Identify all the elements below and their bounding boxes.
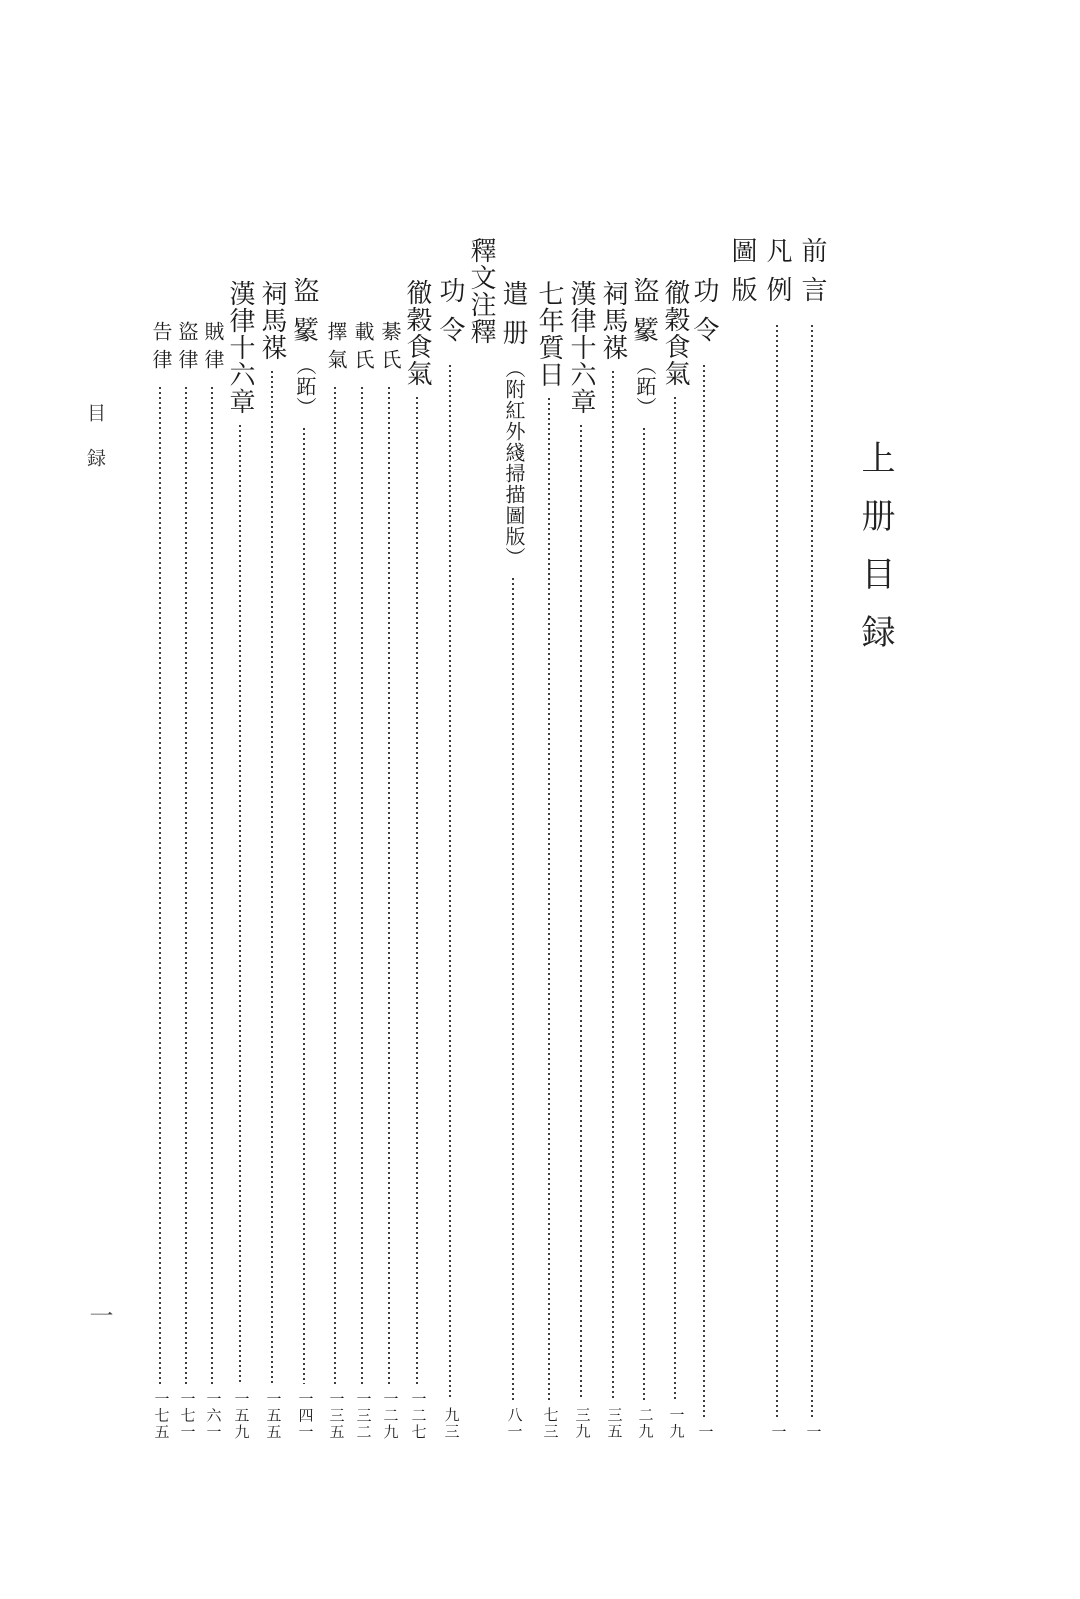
toc-entry-qiance bbox=[498, 280, 528, 1440]
toc-section-tuban bbox=[727, 237, 757, 1440]
entry-label: 告律 bbox=[149, 321, 171, 377]
entry-label: 遣册 bbox=[499, 280, 528, 358]
entry-label-note: （跖） bbox=[633, 355, 655, 418]
page-number: 一五五 bbox=[264, 1390, 281, 1440]
page-number: 一 bbox=[769, 1423, 786, 1440]
toc-entry-hanlv-2 bbox=[225, 280, 255, 1440]
folio-number: 一 bbox=[85, 1303, 111, 1327]
page-number: 一七五 bbox=[152, 1390, 169, 1440]
entry-label: 徹穀食氣 bbox=[661, 279, 690, 387]
entry-label: 賊律 bbox=[201, 321, 223, 377]
volume-title: 上册目録 bbox=[856, 440, 893, 672]
entry-label: 載氏 bbox=[351, 321, 373, 377]
running-header: 目録 bbox=[84, 403, 105, 493]
toc-entry-daozhi-2 bbox=[289, 277, 319, 1440]
leader-dots bbox=[449, 365, 451, 1400]
page-number: 三九 bbox=[573, 1407, 590, 1440]
page-number: 一 bbox=[696, 1423, 713, 1440]
toc-header-fanli bbox=[762, 237, 792, 1440]
page-number: 二九 bbox=[636, 1407, 653, 1440]
leader-dots bbox=[185, 387, 187, 1384]
page-number: 七三 bbox=[541, 1407, 558, 1440]
entry-label: 七年質日 bbox=[535, 280, 564, 388]
entry-label: 漢律十六章 bbox=[567, 280, 596, 415]
entry-label-note: （跖） bbox=[293, 355, 315, 418]
entry-label: 圖版 bbox=[728, 237, 757, 315]
page-number: 一五九 bbox=[232, 1390, 249, 1440]
toc-subentry-zaishi bbox=[350, 321, 374, 1440]
toc-entry-hanlv-1 bbox=[566, 280, 596, 1440]
leader-dots bbox=[580, 425, 582, 1400]
leader-dots bbox=[239, 425, 241, 1384]
leader-dots bbox=[776, 325, 778, 1417]
page-number: 一三五 bbox=[327, 1390, 344, 1440]
toc-subentry-qishi bbox=[377, 321, 401, 1440]
page-number: 一九 bbox=[667, 1407, 684, 1440]
entry-label: 凡例 bbox=[763, 237, 792, 315]
page-number: 一 bbox=[804, 1423, 821, 1440]
page-number: 一二九 bbox=[381, 1390, 398, 1440]
leader-dots bbox=[811, 325, 813, 1417]
leader-dots bbox=[159, 387, 161, 1384]
page-number: 一七一 bbox=[178, 1390, 195, 1440]
entry-label: 漢律十六章 bbox=[226, 280, 255, 415]
entry-label: 綦氏 bbox=[378, 321, 400, 377]
entry-label: 擇氣 bbox=[324, 321, 346, 377]
entry-label: 釋文注釋 bbox=[467, 237, 496, 345]
entry-label: 徹穀食氣 bbox=[403, 279, 432, 387]
toc-subentry-zeqi bbox=[323, 321, 347, 1440]
toc-entry-chegushiqi-2 bbox=[402, 279, 432, 1440]
toc-subentry-gaolv bbox=[148, 321, 172, 1440]
leader-dots bbox=[388, 387, 390, 1384]
entry-label: 前言 bbox=[798, 237, 827, 315]
toc-entry-qinianzhiri bbox=[534, 280, 564, 1440]
entry-label: 功令 bbox=[436, 277, 465, 355]
leader-dots bbox=[271, 371, 273, 1384]
toc-subentry-daolv bbox=[174, 321, 198, 1440]
page-number: 三五 bbox=[605, 1407, 622, 1440]
page-number: 九三 bbox=[442, 1407, 459, 1440]
leader-dots bbox=[612, 371, 614, 1400]
leader-dots bbox=[416, 397, 418, 1384]
page-number: 一四一 bbox=[296, 1390, 313, 1440]
toc-entry-gongling-1 bbox=[689, 277, 719, 1440]
toc-entry-chegushiqi-1 bbox=[660, 279, 690, 1440]
toc-subentry-zeilv bbox=[200, 321, 224, 1440]
leader-dots bbox=[674, 397, 676, 1400]
toc-entry-cimamei-1 bbox=[598, 280, 628, 1440]
toc-entry-cimamei-2 bbox=[257, 280, 287, 1440]
entry-label: 盜𧲜 bbox=[290, 277, 319, 355]
toc-entry-gongling-2 bbox=[435, 277, 465, 1440]
entry-label-note: （附紅外綫掃描圖版） bbox=[502, 358, 524, 568]
leader-dots bbox=[211, 387, 213, 1384]
entry-label: 祠馬禖 bbox=[599, 280, 628, 361]
page-number: 一六一 bbox=[204, 1390, 221, 1440]
leader-dots bbox=[303, 428, 305, 1384]
page-number: 一二七 bbox=[409, 1390, 426, 1440]
leader-dots bbox=[548, 398, 550, 1400]
leader-dots bbox=[334, 387, 336, 1384]
leader-dots bbox=[703, 365, 705, 1417]
entry-label: 祠馬禖 bbox=[258, 280, 287, 361]
leader-dots bbox=[643, 428, 645, 1400]
leader-dots bbox=[512, 578, 514, 1400]
entry-label: 盜𧲜 bbox=[630, 277, 659, 355]
page-number: 八一 bbox=[505, 1407, 522, 1440]
page-number: 一三二 bbox=[354, 1390, 371, 1440]
leader-dots bbox=[361, 387, 363, 1384]
entry-label: 功令 bbox=[690, 277, 719, 355]
toc-section-shiwenzhushi bbox=[466, 237, 496, 1440]
entry-label: 盜律 bbox=[175, 321, 197, 377]
toc-entry-daozhi-1 bbox=[629, 277, 659, 1440]
toc-header-qianyan bbox=[797, 237, 827, 1440]
